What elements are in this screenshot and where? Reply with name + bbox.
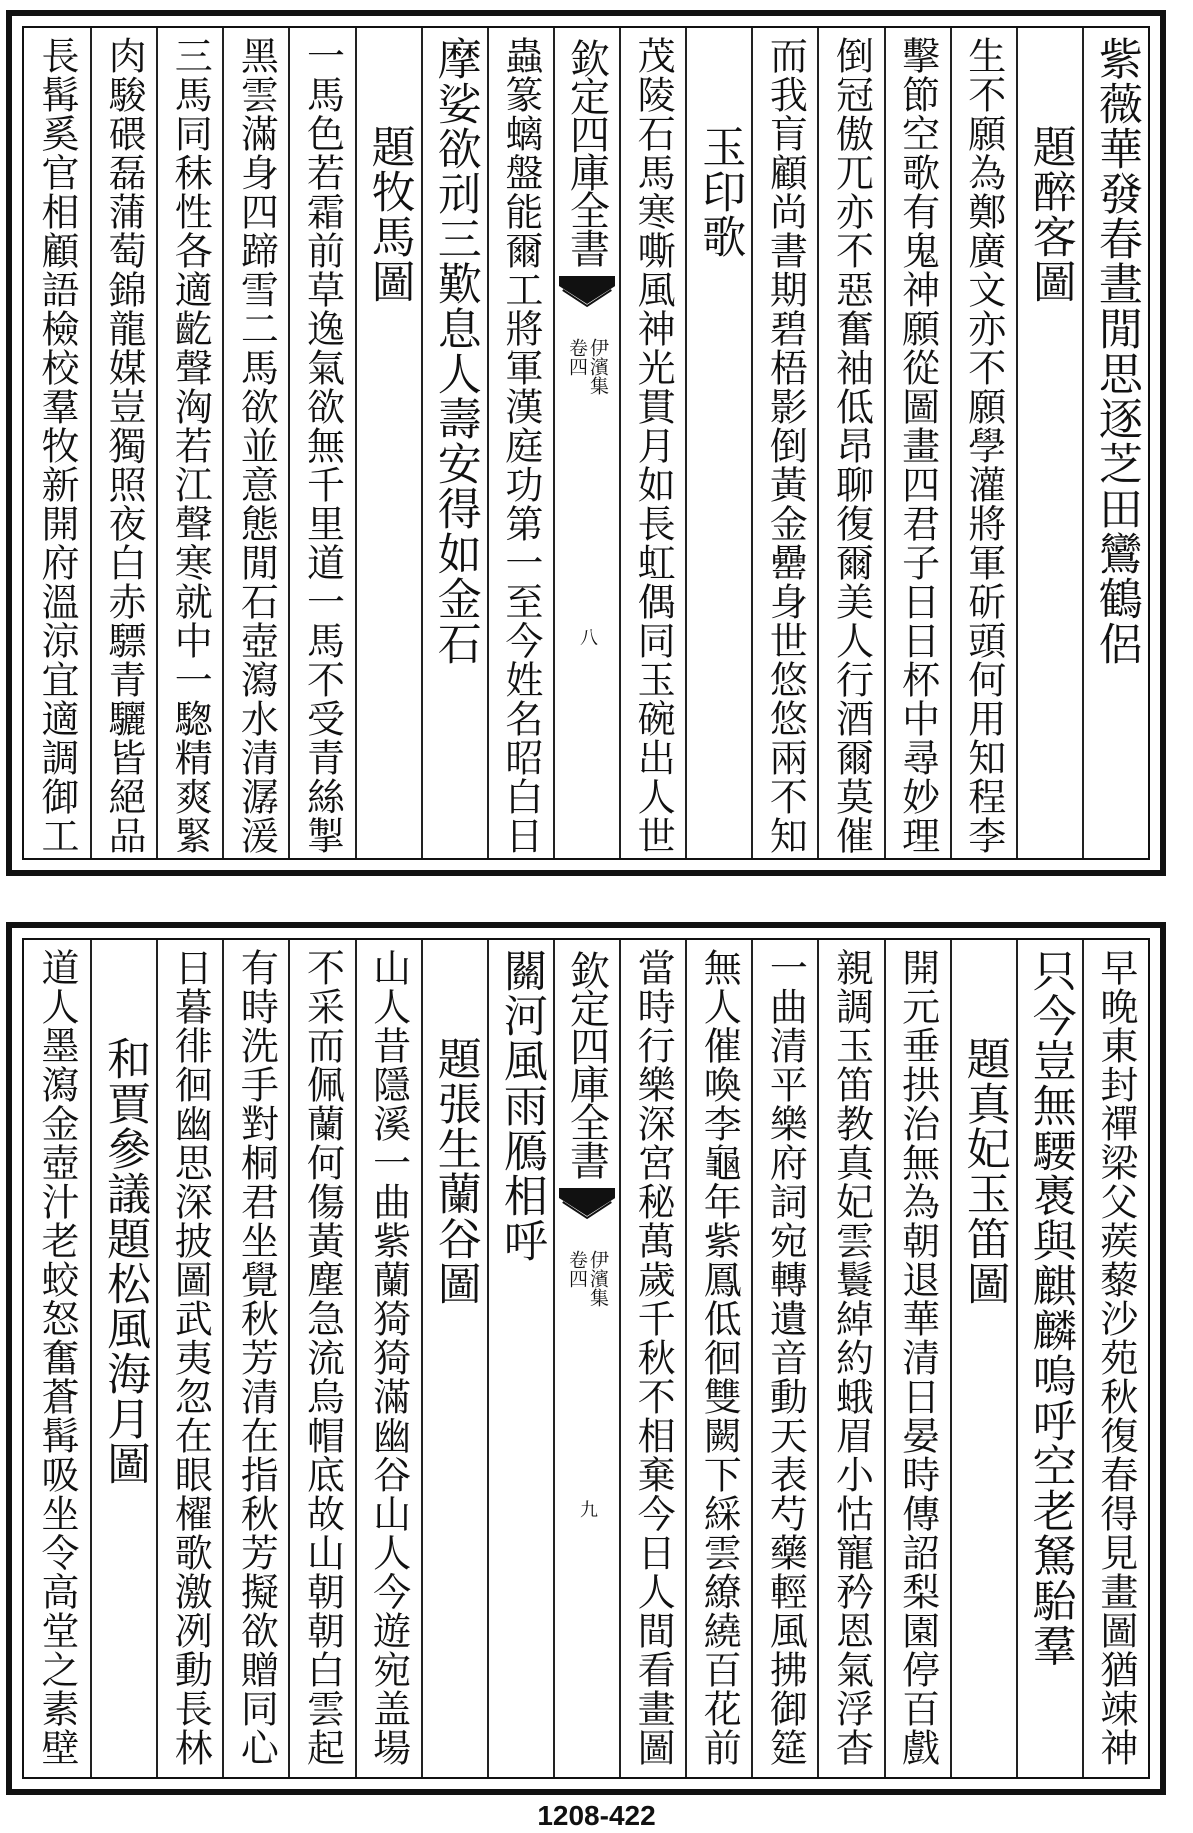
poem-line: 有時洗手對桐君坐覺秋芳清在指秋芳擬欲贈同心 <box>234 948 279 1767</box>
poem-title: 題醉客圖 <box>1024 124 1076 304</box>
poem-line: 不采而佩蘭何傷黃塵急流烏帽底故山朝朝白雲起 <box>300 948 345 1767</box>
fish-tail-mark <box>559 276 615 310</box>
poem-line: 山人昔隱溪一曲紫蘭猗猗滿幽谷山人今遊宛盖場 <box>366 948 411 1767</box>
top-text-column <box>355 28 421 858</box>
poem-line: 黑雲滿身四蹄雪二馬欲並意態閒石壺瀉水清潺湲 <box>234 36 279 855</box>
collection-name: 伊濱集 <box>586 1250 609 1307</box>
top-text-column <box>817 28 883 858</box>
poem-title: 題張生蘭谷圖 <box>429 1036 481 1306</box>
poem-line: 當時行樂深宮秘萬歲千秋不相棄今日人間看畫圖 <box>631 948 676 1767</box>
top-text-column <box>751 28 817 858</box>
page-top <box>6 10 1166 876</box>
poem-line: 紫薇華發春晝閒思逐芝田鸞鶴侶 <box>1090 36 1142 666</box>
poem-line: 只今豈無騕褭與麒麟嗚呼空老駑駘羣 <box>1024 948 1076 1668</box>
poem-line: 一曲清平樂府詞宛轉遺音動天表芍藥輕風拂御筵 <box>763 948 808 1767</box>
top-text-column <box>288 28 354 858</box>
poem-line: 蟲篆螭盤能爾工將軍漢庭功第一至今姓名昭白日 <box>498 36 543 855</box>
book-title: 欽定四庫全書 <box>563 38 610 266</box>
book-title: 欽定四庫全書 <box>563 950 610 1178</box>
page-bottom <box>6 922 1166 1795</box>
poem-line: 摩娑欲刓三歎息人壽安得如金石 <box>429 36 481 666</box>
folio-number: 八 <box>576 628 598 646</box>
top-text-column <box>487 28 553 858</box>
poem-line: 生不願為鄭廣文亦不願學灌將軍斫頭何用知程李 <box>961 36 1006 855</box>
top-text-column <box>685 28 751 858</box>
bottom-text-column <box>884 940 950 1777</box>
folio-number: 九 <box>576 1500 598 1518</box>
top-center-margin <box>553 28 619 858</box>
bottom-center-margin <box>553 940 619 1777</box>
poem-title: 題牧馬圖 <box>363 124 415 304</box>
poem-line: 而我肓顧尚書期碧梧影倒黃金罍身世悠悠兩不知 <box>763 36 808 855</box>
top-text-column <box>421 28 487 858</box>
top-text-column <box>950 28 1016 858</box>
collection-label <box>567 338 607 395</box>
poem-line: 道人墨瀉金壺汁老蛟怒奮蒼髯吸坐令高堂之素壁 <box>35 948 80 1767</box>
bottom-text-column <box>222 940 288 1777</box>
bottom-text-column <box>487 940 553 1777</box>
poem-line: 擊節空歌有鬼神願從圖畫四君子日日杯中尋妙理 <box>895 36 940 855</box>
top-text-column <box>222 28 288 858</box>
top-text-column <box>24 28 90 858</box>
poem-line: 三馬同秣性各適齕聲洶若江聲寒就中一騘精爽緊 <box>168 36 213 855</box>
poem-line: 開元垂拱治無為朝退華清日晏時傳詔梨園停百戲 <box>895 948 940 1767</box>
poem-line: 早晚東封禪梁父蒺藜沙苑秋復春得見畫圖猶竦神 <box>1093 948 1138 1767</box>
top-text-column <box>156 28 222 858</box>
poem-line: 肉駿碨磊蒲萄錦龍媒豈獨照夜白赤驃青驪皆絕品 <box>102 36 147 855</box>
page-bottom-frame <box>22 938 1150 1779</box>
poem-line: 日暮徘徊幽思深披圖武夷忽在眼櫂歌激冽動長林 <box>168 948 213 1767</box>
bottom-text-column <box>288 940 354 1777</box>
bottom-text-column <box>685 940 751 1777</box>
bottom-text-column <box>421 940 487 1777</box>
top-text-column <box>90 28 156 858</box>
poem-line: 長髯奚官相顧語檢校羣牧新開府溫涼宜適調御工 <box>35 36 80 855</box>
bottom-text-column <box>751 940 817 1777</box>
top-text-column <box>884 28 950 858</box>
juan-number: 卷四 <box>565 1250 588 1288</box>
poem-title: 題真妃玉笛圖 <box>958 1036 1010 1306</box>
poem-title: 和賈參議題松風海月圖 <box>99 1036 151 1486</box>
bottom-text-column <box>24 940 90 1777</box>
bottom-text-column <box>950 940 1016 1777</box>
top-text-column <box>1016 28 1082 858</box>
top-text-column <box>619 28 685 858</box>
bottom-text-column <box>619 940 685 1777</box>
page-footer-number: 1208-422 <box>537 1800 656 1831</box>
poem-line: 倒冠傲兀亦不惡奮袖低昂聊復爾美人行酒爾莫催 <box>829 36 874 855</box>
poem-line: 關河風雨鴈相呼 <box>495 948 547 1263</box>
bottom-text-column <box>355 940 421 1777</box>
bottom-text-column <box>1016 940 1082 1777</box>
collection-name: 伊濱集 <box>586 338 609 395</box>
poem-line: 無人催喚李龜年紫鳳低徊雙闕下綵雲繚繞百花前 <box>697 948 742 1767</box>
bottom-text-column <box>90 940 156 1777</box>
bottom-text-column <box>1082 940 1148 1777</box>
bottom-text-column <box>156 940 222 1777</box>
fish-tail-mark <box>559 1188 615 1222</box>
poem-line: 一馬色若霜前草逸氣欲無千里道一馬不受青絲掣 <box>300 36 345 855</box>
poem-title: 玉印歌 <box>694 124 746 259</box>
bottom-text-column <box>817 940 883 1777</box>
page-top-frame <box>22 26 1150 860</box>
poem-line: 茂陵石馬寒嘶風神光貫月如長虹偶同玉碗出人世 <box>631 36 676 855</box>
top-text-column <box>1082 28 1148 858</box>
juan-number: 卷四 <box>565 338 588 376</box>
poem-line: 親調玉笛教真妃雲鬟綽約蛾眉小怙寵矜恩氣浮杳 <box>829 948 874 1767</box>
collection-label <box>567 1250 607 1307</box>
